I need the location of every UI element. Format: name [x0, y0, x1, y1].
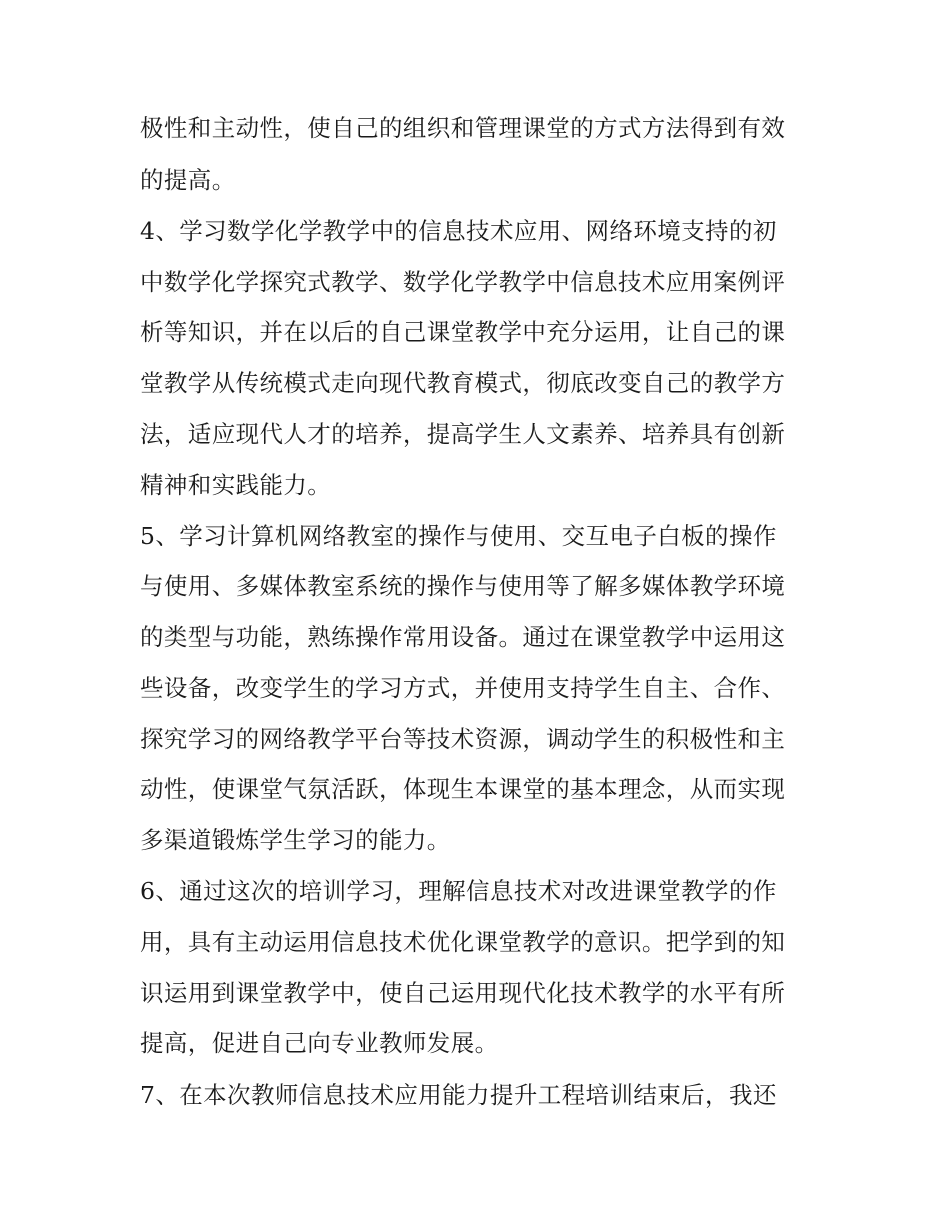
text-line: 的提高。 — [140, 166, 236, 194]
text-line: 些设备，改变学生的学习方式，并使用支持学生自主、合作、 — [140, 674, 786, 702]
text-line: 4、学习数学化学教学中的信息技术应用、网络环境支持的初 — [140, 217, 777, 245]
text-line: 精神和实践能力。 — [140, 471, 332, 499]
text-line: 堂教学从传统模式走向现代教育模式，彻底改变自己的教学方 — [140, 369, 786, 397]
text-line: 法，适应现代人才的培养，提高学生人文素养、培养具有创新 — [140, 420, 786, 448]
text-line: 的类型与功能，熟练操作常用设备。通过在课堂教学中运用这 — [140, 623, 786, 651]
text-line: 极性和主动性，使自己的组织和管理课堂的方式方法得到有效 — [140, 114, 786, 142]
text-line: 用，具有主动运用信息技术优化课堂教学的意识。把学到的知 — [140, 928, 786, 956]
text-line: 析等知识，并在以后的自己课堂教学中充分运用，让自己的课 — [140, 318, 786, 346]
text-line: 6、通过这次的培训学习，理解信息技术对改进课堂教学的作 — [140, 877, 777, 905]
text-line: 5、学习计算机网络教室的操作与使用、交互电子白板的操作 — [140, 522, 777, 550]
text-line: 7、在本次教师信息技术应用能力提升工程培训结束后，我还 — [140, 1081, 777, 1109]
text-line: 多渠道锻炼学生学习的能力。 — [140, 826, 451, 854]
text-line: 探究学习的网络教学平台等技术资源，调动学生的积极性和主 — [140, 725, 786, 753]
text-line: 与使用、多媒体教室系统的操作与使用等了解多媒体教学环境 — [140, 572, 786, 600]
text-line: 提高，促进自己向专业教师发展。 — [140, 1029, 499, 1057]
text-line: 动性，使课堂气氛活跃，体现生本课堂的基本理念，从而实现 — [140, 775, 786, 803]
text-line: 中数学化学探究式教学、数学化学教学中信息技术应用案例评 — [140, 268, 786, 296]
text-line: 识运用到课堂教学中，使自己运用现代化技术教学的水平有所 — [140, 979, 786, 1007]
